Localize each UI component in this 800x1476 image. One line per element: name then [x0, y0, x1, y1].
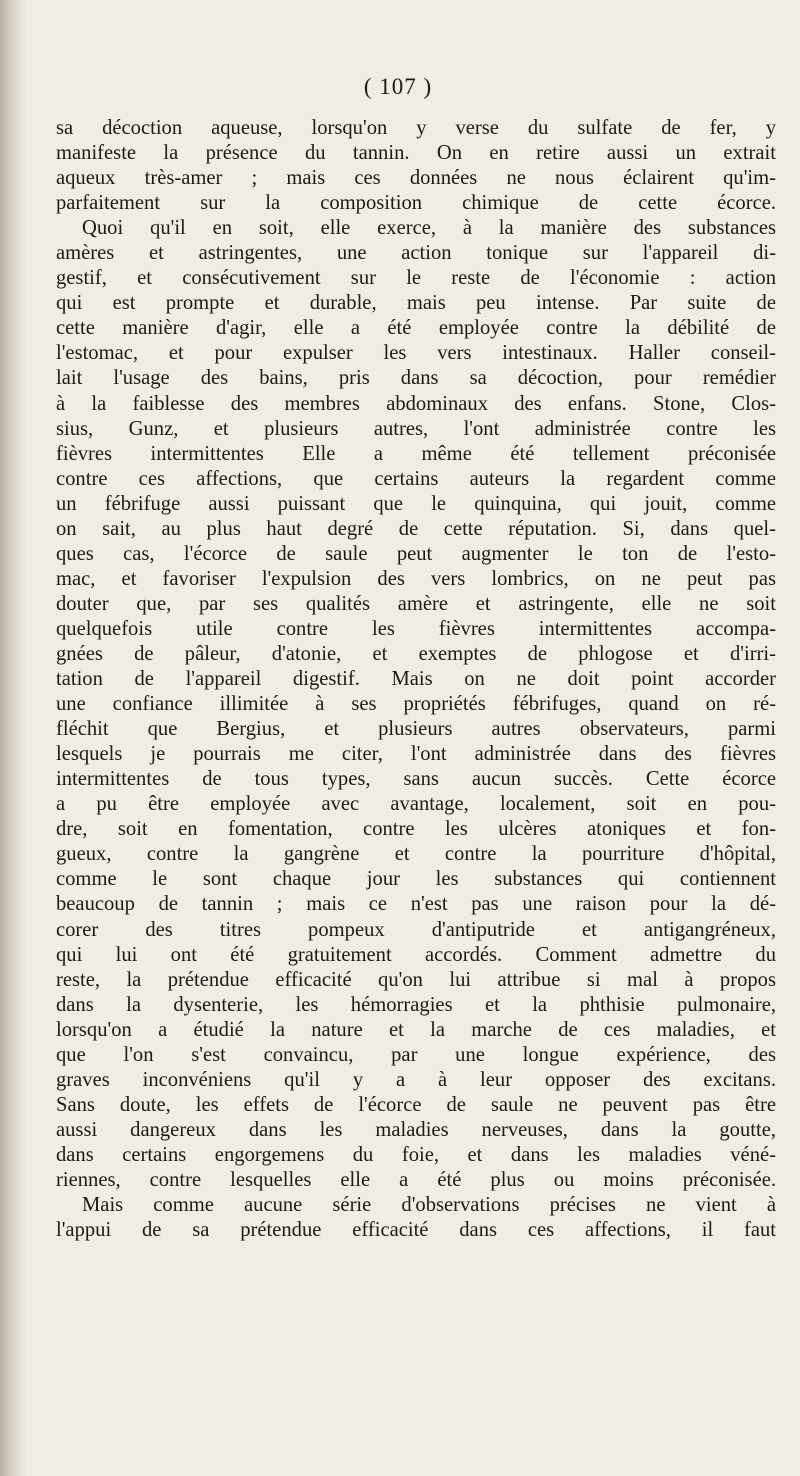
- text-line: qui lui ont été gratuitement accordés. Comment admettre du: [56, 943, 776, 966]
- text-line: Mais comme aucune série d'observations précises ne vient à: [82, 1194, 776, 1217]
- text-line: corer des titres pompeux d'antiputride et antigangréneux,: [56, 918, 776, 941]
- text-line: dans la dysenterie, les hémorragies et la phthisie pulmonaire,: [56, 993, 776, 1016]
- text-line: Sans doute, les effets de l'écorce de saule ne peuvent pas être: [56, 1093, 776, 1116]
- text-line: sius, Gunz, et plusieurs autres, l'ont administrée contre les: [56, 417, 776, 440]
- text-line: mac, et favoriser l'expulsion des vers lombrics, on ne peut pas: [56, 567, 776, 590]
- text-line: cette manière d'agir, elle a été employée contre la débilité de: [56, 317, 776, 340]
- text-line: comme le sont chaque jour les substances qui contiennent: [56, 868, 776, 891]
- text-line: ques cas, l'écorce de saule peut augmenter le ton de l'esto-: [56, 542, 776, 565]
- text-line: parfaitement sur la composition chimique de cette écorce.: [56, 192, 776, 215]
- text-line: douter que, par ses qualités amère et astringente, elle ne soit: [56, 592, 776, 615]
- text-line: on sait, au plus haut degré de cette réputation. Si, dans quel-: [56, 517, 776, 540]
- text-line: fléchit que Bergius, et plusieurs autres observateurs, parmi: [56, 718, 776, 741]
- text-line: manifeste la présence du tannin. On en retire aussi un extrait: [56, 142, 776, 165]
- text-line: quelquefois utile contre les fièvres intermittentes accompa-: [56, 617, 776, 640]
- text-line: fièvres intermittentes Elle a même été tellement préconisée: [56, 442, 776, 465]
- text-line: sa décoction aqueuse, lorsqu'on y verse du sulfate de fer, y: [56, 117, 776, 139]
- text-line: beaucoup de tannin ; mais ce n'est pas une raison pour la dé-: [56, 893, 776, 916]
- text-line: Quoi qu'il en soit, elle exerce, à la manière des substances: [82, 217, 776, 240]
- text-line: que l'on s'est convaincu, par une longue expérience, des: [56, 1043, 776, 1066]
- text-line: graves inconvéniens qu'il y a à leur opposer des excitans.: [56, 1068, 776, 1091]
- text-line: gueux, contre la gangrène et contre la pourriture d'hôpital,: [56, 843, 776, 866]
- text-line: dans certains engorgemens du foie, et dans les maladies véné-: [56, 1143, 776, 1166]
- text-line: gnées de pâleur, d'atonie, et exemptes de phlogose et d'irri-: [56, 642, 776, 665]
- page-edge-shadow: [0, 0, 28, 1476]
- text-line: à la faiblesse des membres abdominaux des enfans. Stone, Clos-: [56, 392, 776, 415]
- text-line: un fébrifuge aussi puissant que le quinquina, qui jouit, comme: [56, 492, 776, 515]
- text-line: contre ces affections, que certains auteurs la regardent comme: [56, 467, 776, 490]
- text-line: l'estomac, et pour expulser les vers intestinaux. Haller conseil-: [56, 342, 776, 365]
- text-line: tation de l'appareil digestif. Mais on ne doit point accorder: [56, 668, 776, 691]
- text-line: reste, la prétendue efficacité qu'on lui attribue si mal à propos: [56, 968, 776, 991]
- text-line: riennes, contre lesquelles elle a été plus ou moins préconisée.: [56, 1168, 776, 1191]
- book-page: [56, 72, 776, 1243]
- text-line: l'appui de sa prétendue efficacité dans ces affections, il faut: [56, 1219, 776, 1242]
- text-line: gestif, et consécutivement sur le reste de l'économie : action: [56, 267, 776, 290]
- text-line: lesquels je pourrais me citer, l'ont administrée dans des fièvres: [56, 743, 776, 766]
- page-number: ( 107 ): [363, 74, 433, 99]
- text-line: une confiance illimitée à ses propriétés fébrifuges, quand on ré-: [56, 693, 776, 716]
- text-line: intermittentes de tous types, sans aucun succès. Cette écorce: [56, 768, 776, 791]
- text-line: aussi dangereux dans les maladies nerveuses, dans la goutte,: [56, 1118, 776, 1141]
- text-line: qui est prompte et durable, mais peu intense. Par suite de: [56, 292, 776, 315]
- text-line: aqueux très-amer ; mais ces données ne nous éclairent qu'im-: [56, 167, 776, 190]
- text-line: amères et astringentes, une action tonique sur l'appareil di-: [56, 242, 776, 265]
- text-line: lait l'usage des bains, pris dans sa décoction, pour remédier: [56, 367, 776, 390]
- body-text: [56, 116, 776, 1243]
- text-line: dre, soit en fomentation, contre les ulcères atoniques et fon-: [56, 818, 776, 841]
- text-line: lorsqu'on a étudié la nature et la marche de ces maladies, et: [56, 1018, 776, 1041]
- text-line: a pu être employée avec avantage, localement, soit en pou-: [56, 793, 776, 816]
